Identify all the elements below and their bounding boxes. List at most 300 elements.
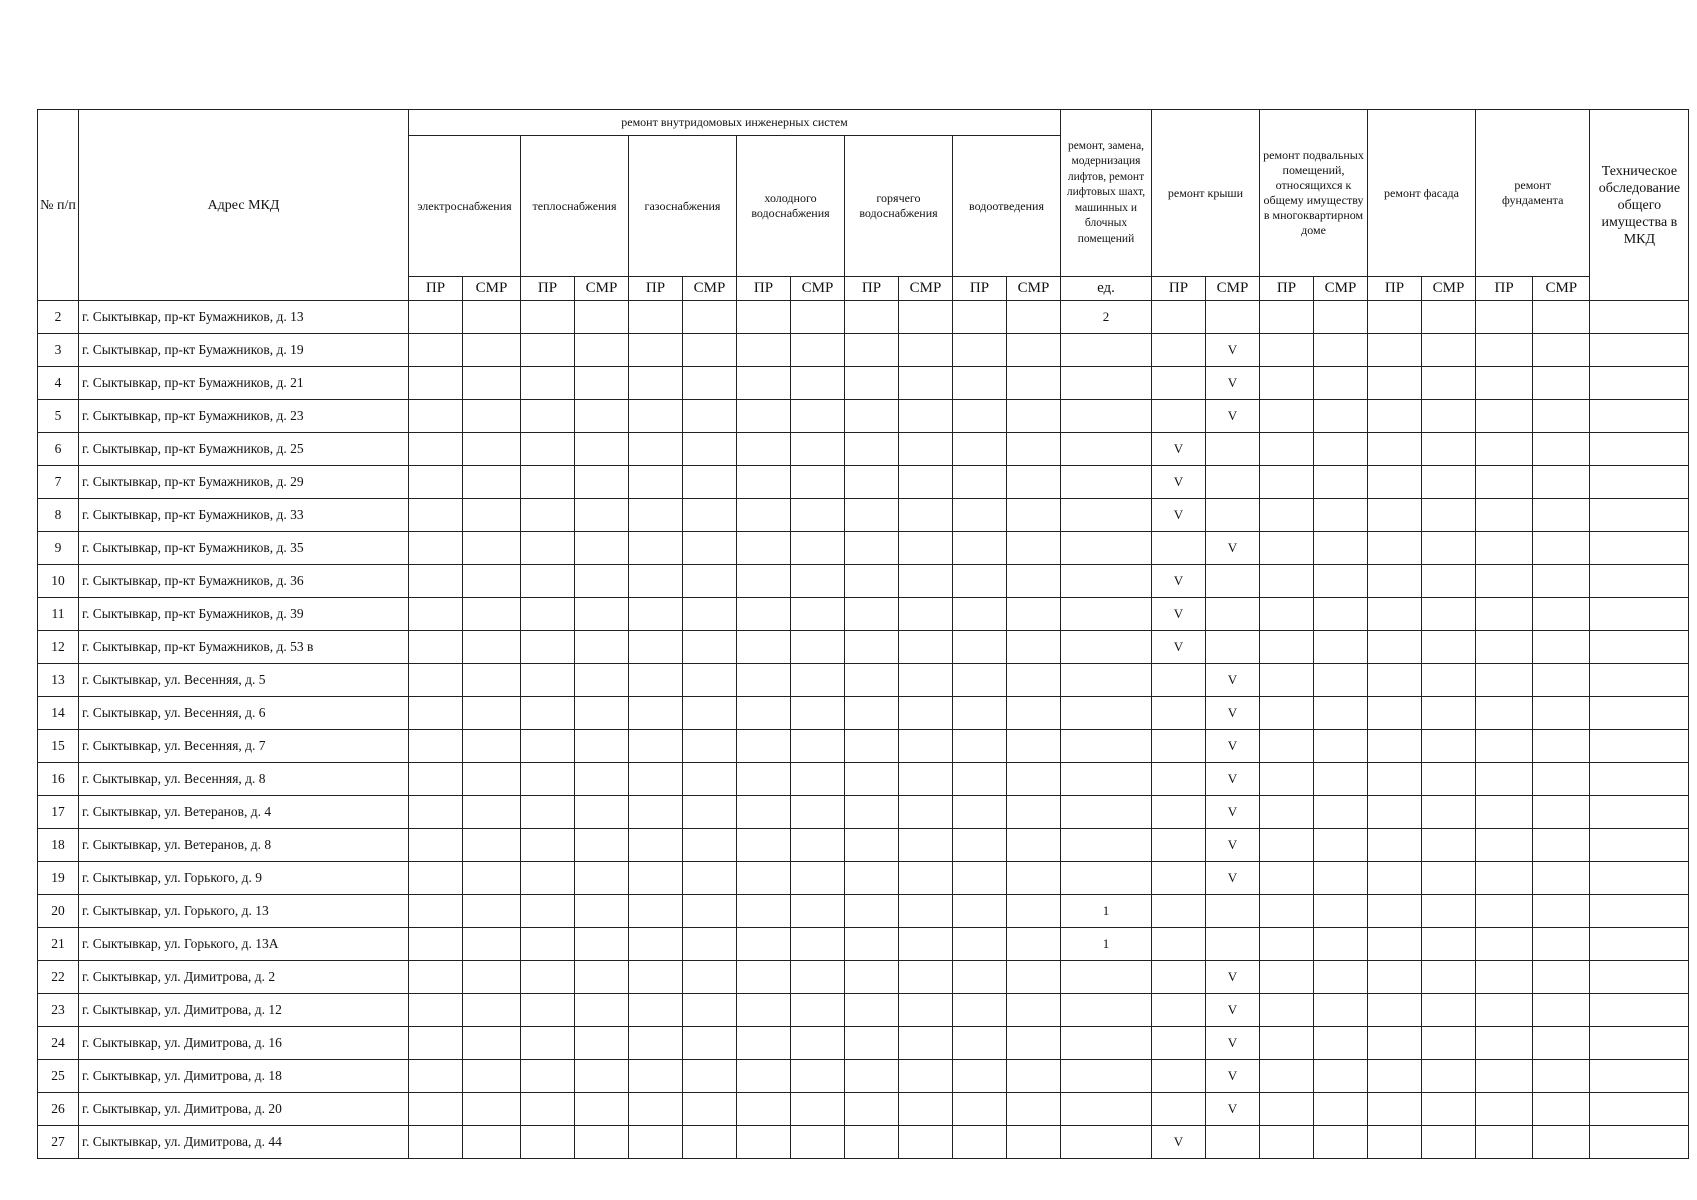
other-repair-cell	[1422, 1093, 1476, 1126]
system-cell	[575, 400, 629, 433]
system-cell	[575, 1027, 629, 1060]
roof-smr-cell: V	[1206, 1060, 1260, 1093]
row-address: г. Сыктывкар, пр-кт Бумажников, д. 13	[79, 301, 409, 334]
system-cell	[1007, 796, 1061, 829]
roof-pr-cell	[1152, 400, 1206, 433]
tech-inspection-cell	[1590, 928, 1689, 961]
other-repair-cell	[1368, 1027, 1422, 1060]
system-cell	[409, 763, 463, 796]
row-address: г. Сыктывкар, пр-кт Бумажников, д. 19	[79, 334, 409, 367]
system-cell	[683, 598, 737, 631]
other-repair-cell	[1476, 532, 1533, 565]
system-cell	[463, 301, 521, 334]
system-cell	[409, 367, 463, 400]
system-cell	[737, 994, 791, 1027]
system-cell	[409, 400, 463, 433]
system-cell	[899, 928, 953, 961]
other-repair-cell	[1260, 862, 1314, 895]
roof-smr-cell: V	[1206, 1093, 1260, 1126]
row-number: 12	[38, 631, 79, 664]
system-cell	[899, 1093, 953, 1126]
table-row	[38, 631, 1689, 664]
system-cell	[521, 664, 575, 697]
other-repair-cell	[1260, 1093, 1314, 1126]
other-repair-cell	[1260, 598, 1314, 631]
lift-count-cell	[1061, 466, 1152, 499]
roof-smr-cell	[1206, 433, 1260, 466]
other-repair-cell	[1368, 1126, 1422, 1159]
system-cell	[521, 400, 575, 433]
tech-inspection-cell	[1590, 532, 1689, 565]
other-repair-cell	[1476, 829, 1533, 862]
lift-count-cell	[1061, 730, 1152, 763]
subheader-pr: ПР	[845, 277, 899, 301]
system-cell	[463, 895, 521, 928]
system-cell	[521, 829, 575, 862]
system-cell	[953, 598, 1007, 631]
header-roof: ремонт крыши	[1152, 110, 1260, 277]
roof-smr-cell	[1206, 631, 1260, 664]
other-repair-cell	[1368, 961, 1422, 994]
system-cell	[629, 730, 683, 763]
system-cell	[899, 895, 953, 928]
system-cell	[629, 631, 683, 664]
row-address: г. Сыктывкар, ул. Горького, д. 13	[79, 895, 409, 928]
table-row	[38, 565, 1689, 598]
other-repair-cell	[1422, 499, 1476, 532]
system-cell	[1007, 334, 1061, 367]
system-cell	[1007, 367, 1061, 400]
other-repair-cell	[1422, 895, 1476, 928]
table-body	[38, 301, 1689, 1159]
other-repair-cell	[1476, 730, 1533, 763]
system-cell	[737, 829, 791, 862]
system-cell	[737, 565, 791, 598]
system-cell	[899, 664, 953, 697]
system-cell	[409, 796, 463, 829]
system-cell	[629, 664, 683, 697]
other-repair-cell	[1368, 1060, 1422, 1093]
other-repair-cell	[1368, 466, 1422, 499]
system-cell	[575, 895, 629, 928]
other-repair-cell	[1533, 928, 1590, 961]
system-cell	[683, 631, 737, 664]
system-cell	[629, 400, 683, 433]
system-cell	[791, 697, 845, 730]
system-cell	[463, 928, 521, 961]
roof-smr-cell: V	[1206, 367, 1260, 400]
other-repair-cell	[1533, 1060, 1590, 1093]
roof-smr-cell: V	[1206, 796, 1260, 829]
roof-pr-cell: V	[1152, 466, 1206, 499]
header-system-drainage: водоотведения	[953, 136, 1061, 277]
other-repair-cell	[1314, 862, 1368, 895]
header-foundation: ремонт фундамента	[1476, 110, 1590, 277]
roof-smr-cell: V	[1206, 664, 1260, 697]
system-cell	[683, 829, 737, 862]
row-number: 19	[38, 862, 79, 895]
system-cell	[575, 961, 629, 994]
system-cell	[953, 1093, 1007, 1126]
other-repair-cell	[1314, 994, 1368, 1027]
roof-pr-cell	[1152, 829, 1206, 862]
other-repair-cell	[1533, 334, 1590, 367]
system-cell	[791, 565, 845, 598]
system-cell	[629, 994, 683, 1027]
roof-smr-cell	[1206, 301, 1260, 334]
header-facade: ремонт фасада	[1368, 110, 1476, 277]
other-repair-cell	[1260, 334, 1314, 367]
roof-pr-cell	[1152, 367, 1206, 400]
header-system-heating: теплоснабжения	[521, 136, 629, 277]
system-cell	[953, 763, 1007, 796]
system-cell	[953, 796, 1007, 829]
system-cell	[575, 862, 629, 895]
system-cell	[953, 895, 1007, 928]
table-row	[38, 367, 1689, 400]
other-repair-cell	[1314, 499, 1368, 532]
system-cell	[629, 301, 683, 334]
system-cell	[845, 664, 899, 697]
other-repair-cell	[1314, 961, 1368, 994]
system-cell	[1007, 697, 1061, 730]
system-cell	[791, 829, 845, 862]
system-cell	[845, 697, 899, 730]
row-number: 2	[38, 301, 79, 334]
header-elevator: ремонт, замена, модернизация лифтов, ремонт лифтовых шахт, машинных и блочных помещений	[1061, 110, 1152, 277]
system-cell	[791, 433, 845, 466]
system-cell	[409, 532, 463, 565]
other-repair-cell	[1260, 961, 1314, 994]
system-cell	[409, 697, 463, 730]
system-cell	[737, 400, 791, 433]
system-cell	[629, 895, 683, 928]
system-cell	[953, 334, 1007, 367]
system-cell	[575, 1093, 629, 1126]
row-number: 26	[38, 1093, 79, 1126]
system-cell	[683, 466, 737, 499]
lift-count-cell	[1061, 1027, 1152, 1060]
system-cell	[629, 565, 683, 598]
subheader-smr: СМР	[1422, 277, 1476, 301]
system-cell	[629, 961, 683, 994]
row-address: г. Сыктывкар, ул. Димитрова, д. 12	[79, 994, 409, 1027]
row-number: 15	[38, 730, 79, 763]
system-cell	[791, 763, 845, 796]
subheader-pr: ПР	[1152, 277, 1206, 301]
lift-count-cell	[1061, 961, 1152, 994]
system-cell	[463, 433, 521, 466]
subheader-smr: СМР	[1007, 277, 1061, 301]
system-cell	[463, 994, 521, 1027]
system-cell	[737, 433, 791, 466]
other-repair-cell	[1533, 301, 1590, 334]
system-cell	[521, 961, 575, 994]
system-cell	[953, 862, 1007, 895]
system-cell	[899, 862, 953, 895]
system-cell	[409, 631, 463, 664]
system-cell	[683, 928, 737, 961]
system-cell	[409, 961, 463, 994]
system-cell	[683, 367, 737, 400]
system-cell	[575, 664, 629, 697]
other-repair-cell	[1533, 400, 1590, 433]
other-repair-cell	[1260, 433, 1314, 466]
system-cell	[463, 829, 521, 862]
other-repair-cell	[1422, 961, 1476, 994]
other-repair-cell	[1314, 730, 1368, 763]
row-address: г. Сыктывкар, ул. Димитрова, д. 16	[79, 1027, 409, 1060]
system-cell	[737, 796, 791, 829]
other-repair-cell	[1314, 1027, 1368, 1060]
roof-pr-cell	[1152, 994, 1206, 1027]
row-number: 4	[38, 367, 79, 400]
system-cell	[953, 1126, 1007, 1159]
subheader-pr: ПР	[409, 277, 463, 301]
row-address: г. Сыктывкар, пр-кт Бумажников, д. 39	[79, 598, 409, 631]
other-repair-cell	[1260, 400, 1314, 433]
other-repair-cell	[1314, 1126, 1368, 1159]
system-cell	[409, 1027, 463, 1060]
row-address: г. Сыктывкар, ул. Ветеранов, д. 4	[79, 796, 409, 829]
other-repair-cell	[1476, 1126, 1533, 1159]
system-cell	[409, 829, 463, 862]
system-cell	[575, 730, 629, 763]
table-row	[38, 400, 1689, 433]
system-cell	[629, 499, 683, 532]
system-cell	[1007, 598, 1061, 631]
other-repair-cell	[1260, 994, 1314, 1027]
other-repair-cell	[1422, 532, 1476, 565]
other-repair-cell	[1422, 631, 1476, 664]
system-cell	[463, 961, 521, 994]
system-cell	[899, 697, 953, 730]
system-cell	[899, 994, 953, 1027]
system-cell	[629, 862, 683, 895]
other-repair-cell	[1260, 1060, 1314, 1093]
table-row	[38, 664, 1689, 697]
other-repair-cell	[1476, 895, 1533, 928]
row-number: 21	[38, 928, 79, 961]
system-cell	[737, 730, 791, 763]
other-repair-cell	[1260, 466, 1314, 499]
table-row	[38, 697, 1689, 730]
row-number: 23	[38, 994, 79, 1027]
other-repair-cell	[1476, 1027, 1533, 1060]
other-repair-cell	[1368, 433, 1422, 466]
system-cell	[845, 466, 899, 499]
header-system-gas: газоснабжения	[629, 136, 737, 277]
system-cell	[409, 994, 463, 1027]
system-cell	[575, 532, 629, 565]
system-cell	[845, 565, 899, 598]
other-repair-cell	[1476, 499, 1533, 532]
tech-inspection-cell	[1590, 796, 1689, 829]
other-repair-cell	[1260, 1027, 1314, 1060]
other-repair-cell	[1533, 763, 1590, 796]
other-repair-cell	[1422, 763, 1476, 796]
system-cell	[953, 961, 1007, 994]
system-cell	[521, 466, 575, 499]
system-cell	[1007, 928, 1061, 961]
row-number: 5	[38, 400, 79, 433]
system-cell	[575, 796, 629, 829]
system-cell	[1007, 664, 1061, 697]
other-repair-cell	[1260, 631, 1314, 664]
system-cell	[791, 796, 845, 829]
row-address: г. Сыктывкар, ул. Весенняя, д. 6	[79, 697, 409, 730]
lift-count-cell	[1061, 433, 1152, 466]
roof-smr-cell: V	[1206, 697, 1260, 730]
system-cell	[409, 301, 463, 334]
system-cell	[1007, 994, 1061, 1027]
system-cell	[463, 565, 521, 598]
system-cell	[845, 862, 899, 895]
other-repair-cell	[1533, 1027, 1590, 1060]
roof-smr-cell: V	[1206, 961, 1260, 994]
system-cell	[737, 1126, 791, 1159]
system-cell	[629, 532, 683, 565]
other-repair-cell	[1533, 961, 1590, 994]
other-repair-cell	[1533, 631, 1590, 664]
system-cell	[463, 1060, 521, 1093]
other-repair-cell	[1368, 532, 1422, 565]
row-address: г. Сыктывкар, ул. Горького, д. 13А	[79, 928, 409, 961]
subheader-pr: ПР	[521, 277, 575, 301]
system-cell	[463, 367, 521, 400]
other-repair-cell	[1314, 829, 1368, 862]
system-cell	[521, 895, 575, 928]
system-cell	[521, 334, 575, 367]
row-address: г. Сыктывкар, ул. Димитрова, д. 20	[79, 1093, 409, 1126]
system-cell	[899, 730, 953, 763]
system-cell	[629, 598, 683, 631]
system-cell	[683, 796, 737, 829]
row-number: 22	[38, 961, 79, 994]
system-cell	[463, 466, 521, 499]
system-cell	[845, 400, 899, 433]
system-cell	[953, 697, 1007, 730]
subheader-smr: СМР	[1533, 277, 1590, 301]
system-cell	[521, 433, 575, 466]
system-cell	[791, 1126, 845, 1159]
other-repair-cell	[1368, 796, 1422, 829]
system-cell	[1007, 631, 1061, 664]
system-cell	[521, 499, 575, 532]
row-number: 20	[38, 895, 79, 928]
system-cell	[575, 334, 629, 367]
row-address: г. Сыктывкар, ул. Димитрова, д. 18	[79, 1060, 409, 1093]
system-cell	[953, 631, 1007, 664]
other-repair-cell	[1476, 334, 1533, 367]
system-cell	[737, 532, 791, 565]
system-cell	[1007, 961, 1061, 994]
roof-smr-cell: V	[1206, 763, 1260, 796]
row-number: 7	[38, 466, 79, 499]
row-address: г. Сыктывкар, пр-кт Бумажников, д. 21	[79, 367, 409, 400]
other-repair-cell	[1422, 697, 1476, 730]
other-repair-cell	[1260, 301, 1314, 334]
other-repair-cell	[1476, 598, 1533, 631]
repair-schedule-sheet	[37, 109, 1689, 1159]
system-cell	[463, 532, 521, 565]
system-cell	[575, 994, 629, 1027]
row-number: 13	[38, 664, 79, 697]
system-cell	[899, 1027, 953, 1060]
other-repair-cell	[1314, 664, 1368, 697]
system-cell	[463, 334, 521, 367]
other-repair-cell	[1260, 565, 1314, 598]
other-repair-cell	[1533, 895, 1590, 928]
system-cell	[1007, 1126, 1061, 1159]
row-number: 3	[38, 334, 79, 367]
system-cell	[683, 961, 737, 994]
row-address: г. Сыктывкар, ул. Весенняя, д. 7	[79, 730, 409, 763]
system-cell	[683, 301, 737, 334]
other-repair-cell	[1368, 301, 1422, 334]
system-cell	[791, 961, 845, 994]
system-cell	[845, 796, 899, 829]
roof-smr-cell: V	[1206, 1027, 1260, 1060]
roof-pr-cell	[1152, 301, 1206, 334]
system-cell	[953, 367, 1007, 400]
other-repair-cell	[1422, 994, 1476, 1027]
system-cell	[845, 763, 899, 796]
system-cell	[1007, 565, 1061, 598]
system-cell	[1007, 499, 1061, 532]
roof-pr-cell	[1152, 862, 1206, 895]
row-address: г. Сыктывкар, ул. Димитрова, д. 2	[79, 961, 409, 994]
roof-pr-cell: V	[1152, 631, 1206, 664]
roof-smr-cell: V	[1206, 730, 1260, 763]
lift-count-cell	[1061, 400, 1152, 433]
other-repair-cell	[1368, 334, 1422, 367]
header-internal-systems: ремонт внутридомовых инженерных систем	[409, 110, 1061, 136]
system-cell	[629, 367, 683, 400]
roof-pr-cell: V	[1152, 499, 1206, 532]
other-repair-cell	[1422, 829, 1476, 862]
row-address: г. Сыктывкар, ул. Весенняя, д. 5	[79, 664, 409, 697]
system-cell	[463, 1093, 521, 1126]
row-number: 16	[38, 763, 79, 796]
subheader-pr: ПР	[953, 277, 1007, 301]
lift-count-cell	[1061, 994, 1152, 1027]
system-cell	[521, 301, 575, 334]
system-cell	[737, 499, 791, 532]
other-repair-cell	[1533, 1126, 1590, 1159]
roof-pr-cell	[1152, 796, 1206, 829]
system-cell	[683, 1027, 737, 1060]
table-row	[38, 499, 1689, 532]
system-cell	[521, 1093, 575, 1126]
system-cell	[683, 1093, 737, 1126]
lift-count-cell	[1061, 532, 1152, 565]
system-cell	[845, 961, 899, 994]
tech-inspection-cell	[1590, 730, 1689, 763]
system-cell	[521, 730, 575, 763]
header-basement: ремонт подвальных помещений, относящихся к общему имуществу в многоквартирном доме	[1260, 110, 1368, 277]
table-row	[38, 1126, 1689, 1159]
system-cell	[463, 631, 521, 664]
system-cell	[845, 1060, 899, 1093]
other-repair-cell	[1368, 730, 1422, 763]
system-cell	[683, 1126, 737, 1159]
other-repair-cell	[1314, 532, 1368, 565]
system-cell	[629, 433, 683, 466]
other-repair-cell	[1314, 763, 1368, 796]
system-cell	[845, 895, 899, 928]
other-repair-cell	[1314, 301, 1368, 334]
